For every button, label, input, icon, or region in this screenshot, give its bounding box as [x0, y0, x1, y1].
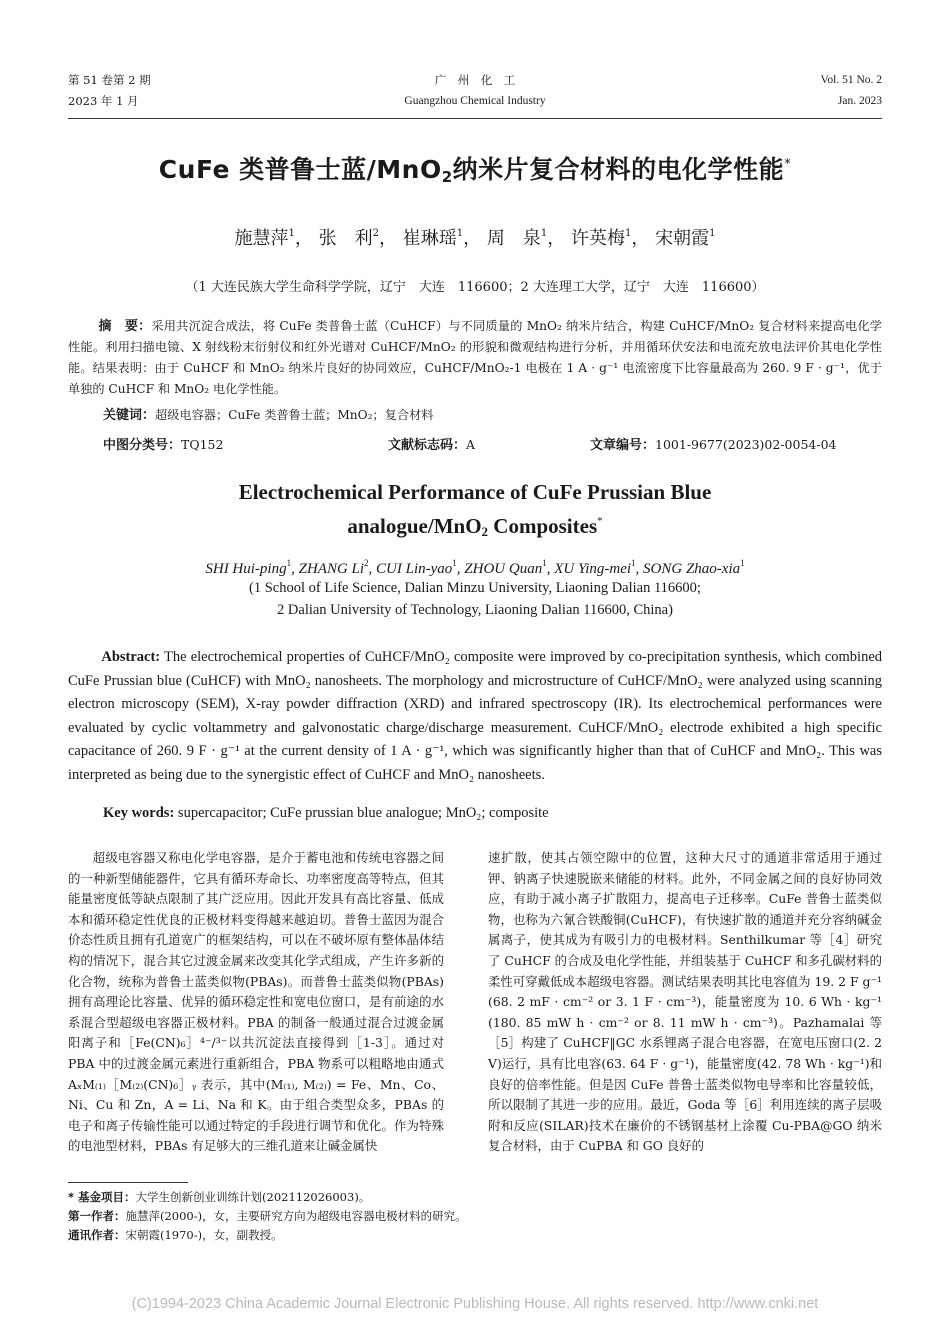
abstract-en	[68, 646, 882, 787]
body-paragraph: 速扩散，使其占领空隙中的位置，这种大尺寸的通道非常适用于通过钾、钠离子快速脱嵌来储能的材料。此外，不同金属之间的良好协同效应，有助于减小离子扩散阻力，提高电子迁移率。CuFe 普鲁士蓝类似物，也称为六氰合铁酸铜(CuHCF)，有快速扩散的通道并充分容纳碱金属离子，使其成为有吸引力的电极材料。Senthilkumar 等［4］研究了 CuHCF 的合成及电化学性能，并组装基于 CuHCF 和多孔碳材料的柔性可穿戴低成本超级电容器。测试结果表明其比电容值为 19. 2 F g⁻¹ (68. 2 mF · cm⁻² or 3. 1 F · cm⁻³)，能量密度为 10. 6 Wh · kg⁻¹ (180. 85 mW h · cm⁻² or 8. 11 mW h · cm⁻³)。Pazhamalai 等［5］构建了 CuHCF‖GC 水系锂离子混合电容器，在宽电压窗口(2. 2 V)运行，具有比电容(63. 64 F · g⁻¹)，能量密度(42. 78 Wh · kg⁻¹)和良好的倍率性能。但是因 CuFe 普鲁士蓝类似物电导率和比容量较低，所以限制了其进一步的应用。最近，Goda 等［6］利用连续的离子层吸附和反应(SILAR)技术在廉价的不锈钢基材上涂覆 Cu-PBA@GO 纳米复合材料，由于 CuPBA 和 GO 良好的	[488, 850, 882, 1154]
journal-header-right	[821, 72, 882, 109]
issue-date: 2023 年 1 月	[68, 94, 139, 108]
keywords-en	[103, 805, 549, 822]
journal-name-en: Guangzhou Chemical Industry	[404, 95, 546, 107]
footnote-first-author: 第一作者：施慧萍(2000-)，女，主要研究方向为超级电容器电极材料的研究。	[68, 1209, 467, 1223]
document-code: 文献标志码：A	[388, 437, 476, 453]
journal-name-cn: 广 州 化 工	[434, 73, 516, 87]
keywords-text-en: supercapacitor; CuFe prussian blue analogue; MnO₂; composite	[174, 805, 549, 821]
author: 张 利$^2$	[318, 228, 380, 249]
abstract-cn	[68, 316, 882, 400]
author-en: CUI Lin-yao$^1$	[376, 558, 457, 577]
journal-header-left	[68, 72, 151, 109]
article-number: 文章编号：1001-9677(2023)02-0054-04	[590, 437, 837, 453]
affiliation-cn: （1 大连民族大学生命科学学院，辽宁 大连 116600；2 大连理工大学，辽宁 大连 116600）	[185, 280, 765, 295]
author-en: ZHANG Li$^2$	[298, 558, 369, 577]
abstract-text-en: The electrochemical properties of CuHCF/MnO₂ composite were improved by co-precipitation synthesis, which combined CuFe Prussian blue (CuHCF) with MnO₂ nanosheets. The morphology and microstructure of CuHCF/MnO₂ were analyzed using scanning electron microscopy (SEM), X-ray powder diffraction (XRD) and infrared spectroscopy (IR). Its electrochemical performances were evaluated by cyclic voltammetry and galvonostatic charge/discharge measurement. CuHCF/MnO₂ electrode exhibited a high specific capacitance of 260. 9 F · g⁻¹ at the current density of 1 A · g⁻¹, which was significantly higher than that of CuHCF and MnO₂. This was interpreted as being due to the synergistic effect of CuHCF and MnO₂ nanosheets.	[68, 649, 882, 783]
author-en: SHI Hui-ping$^1$	[205, 558, 292, 577]
keywords-text-cn: 超级电容器；CuFe 类普鲁士蓝；MnO₂；复合材料	[155, 408, 434, 422]
author-list-cn: 施慧萍$^1$， 张 利$^2$， 崔琳瑶$^1$， 周 泉$^1$， 许英梅$^1$， 宋朝霞$^1$	[234, 228, 716, 249]
abstract-label-en: Abstract:	[101, 649, 161, 665]
clc-number: 中图分类号：TQ152	[103, 437, 224, 453]
journal-header-center	[300, 72, 650, 109]
body-column-right	[488, 848, 882, 1157]
keywords-label-en: Key words:	[103, 805, 175, 821]
author: 许英梅$^1$	[570, 228, 632, 249]
author: 宋朝霞$^1$	[655, 228, 716, 249]
author-en: SONG Zhao-xia$^1$	[643, 558, 745, 577]
author-en: ZHOU Quan$^1$	[464, 558, 547, 577]
paper-title-en: Electrochemical Performance of CuFe Prussian Blue analogue/MnO$_2$ Composites*	[238, 480, 712, 539]
body-column-left	[68, 848, 444, 1157]
abstract-label-cn: 摘 要：	[98, 319, 152, 334]
footnote-funding: * 基金项目：大学生创新创业训练计划(202112026003)。	[68, 1190, 371, 1204]
issue-volume-en: Vol. 51 No. 2	[820, 74, 882, 86]
issue-volume: 第 51 卷第 2 期	[68, 73, 151, 87]
author-en: XU Ying-mei$^1$	[554, 558, 636, 577]
copyright-watermark: (C)1994-2023 China Academic Journal Electronic Publishing House. All rights reserved. http://www.cnki.net	[131, 1296, 819, 1312]
abstract-text-cn: 采用共沉淀合成法，将 CuFe 类普鲁士蓝（CuHCF）与不同质量的 MnO₂ 纳米片结合，构建 CuHCF/MnO₂ 复合材料来提高电化学性能。利用扫描电镜、X 射线粉末衍射仪和红外光谱对 CuHCF/MnO₂ 的形貌和微观结构进行分析，并用循环伏安法和电流充放电法评价其电化学性能。结果表明：由于 CuHCF 和 MnO₂ 纳米片良好的协同效应，CuHCF/MnO₂-1 电极在 1 A · g⁻¹ 电流密度下比容量最高为 260. 9 F · g⁻¹，优于单独的 CuHCF 和 MnO₂ 电化学性能。	[68, 319, 882, 396]
issue-date-en: Jan. 2023	[837, 95, 882, 107]
header-rule	[68, 118, 882, 119]
author: 施慧萍$^1$	[234, 228, 295, 249]
affiliation-en-line1: (1 School of Life Science, Dalian Minzu University, Liaoning Dalian 116600;	[249, 580, 701, 596]
footnote-rule	[68, 1182, 188, 1183]
body-paragraph: 超级电容器又称电化学电容器，是介于蓄电池和传统电容器之间的一种新型储能器件，它具有循环寿命长、功率密度高等特点，但其能量密度低等缺点限制了其广泛应用。因此开发具有高比容量、低成本和循环稳定性优良的正极材料变得越来越迫切。普鲁士蓝因为混合价态性质且拥有孔道宽广的框架结构，可以在不破坏原有整体晶体结构的情况下，混合其它过渡金属来改变其化学式组成，产生许多新的化合物，统称为普鲁士蓝类似物(PBAs)。而普鲁士蓝类似物(PBAs)拥有高理论比容量、优异的循环稳定性和宽电位窗口，是有前途的水系混合型超级电容器正极材料。PBA 的制备一般通过混合过渡金属阳离子和［Fe(CN)₆］⁴⁻/³⁻以共沉淀法直接得到［1-3］。通过对 PBA 中的过渡金属元素进行重新组合，PBA 物系可以粗略地由通式 AₓM₍₁₎［M₍₂₎(CN)₆］ᵧ 表示，其中(M₍₁₎, M₍₂₎) = Fe、Mn、Co、Ni、Cu 和 Zn，A = Li、Na 和 K。由于组合类型众多，PBAs 的电子和离子传输性能可以通过特定的手段进行调节和优化。作为特殊的电池型材料，PBAs 有足够大的三维孔道来让碱金属快	[68, 850, 444, 1154]
footnote-corresponding-author: 通讯作者：宋朝霞(1970-)，女，副教授。	[68, 1228, 283, 1242]
author: 崔琳瑶$^1$	[402, 228, 464, 249]
author-list-en: SHI Hui-ping$^1$, ZHANG Li$^2$, CUI Lin-yao$^1$, ZHOU Quan$^1$, XU Ying-mei$^1$, SONG Zhao-xia$^1$	[205, 558, 745, 577]
affiliation-en-line2: 2 Dalian University of Technology, Liaoning Dalian 116600, China)	[277, 602, 673, 618]
keywords-cn	[103, 405, 883, 426]
author: 周 泉$^1$	[486, 228, 548, 249]
paper-title-cn: CuFe 类普鲁士蓝/MnO$_2$纳米片复合材料的电化学性能*	[158, 155, 792, 186]
keywords-label-cn: 关键词：	[103, 408, 156, 423]
